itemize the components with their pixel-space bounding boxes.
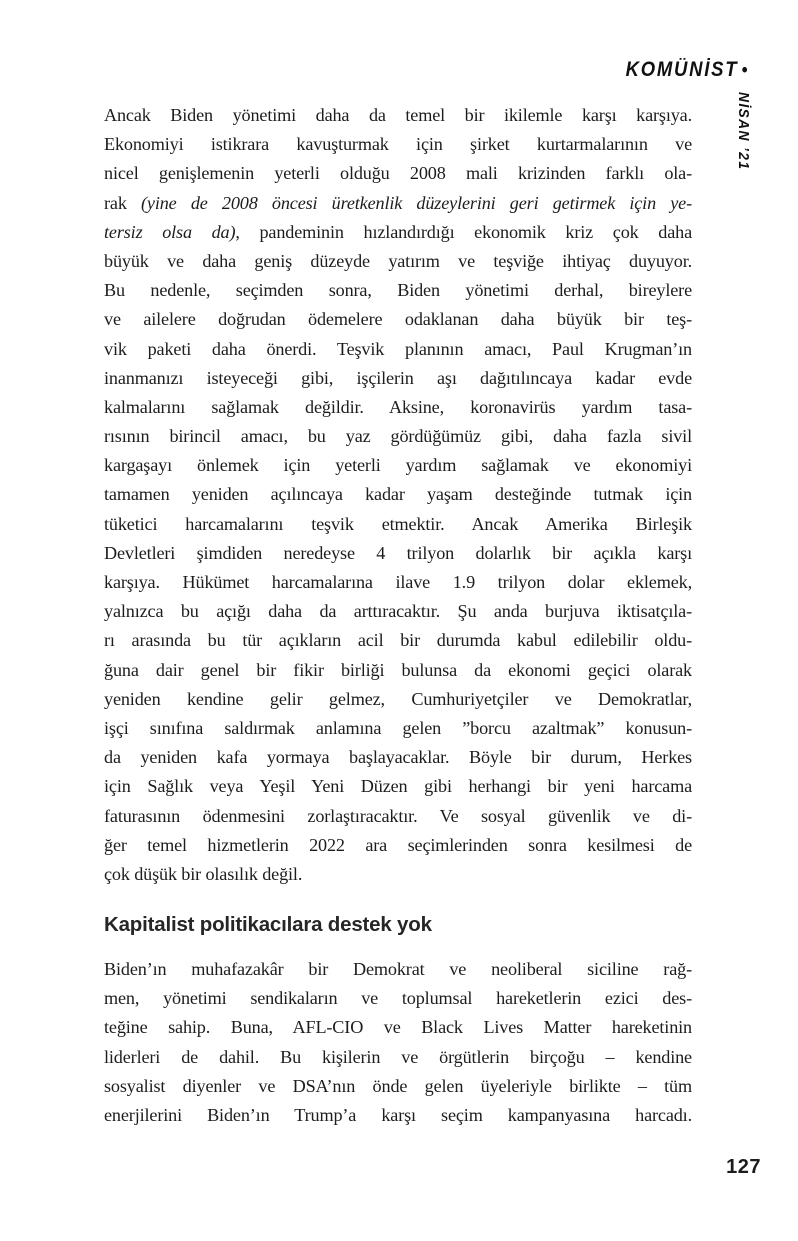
text-line: nicel genişlemenin yeterli olduğu 2008 mali krizinden farklı ola- [104, 163, 692, 184]
text-line: ğer temel hizmetlerin 2022 ara seçimlerinden sonra kesilmesi de [104, 834, 692, 855]
text-line: için Sağlık veya Yeşil Yeni Düzen gibi herhangi bir yeni harcama [104, 776, 692, 797]
text-line: karşıya. Hükümet harcamalarına ilave 1.9 trilyon dolar eklemek, [104, 572, 692, 592]
journal-title: KOMÜNİST [625, 58, 739, 81]
text-line: tersiz olsa da), pandeminin hızlandırdığı ekonomik kriz çok daha [104, 221, 692, 242]
text-line: Biden’ın muhafazakâr bir Demokrat ve neoliberal siciline rağ- [104, 959, 692, 980]
text-line: ve ailelere doğrudan ödemelere odaklanan daha büyük bir teş- [104, 309, 692, 330]
text-line: da yeniden kafa yormaya başlayacaklar. Böyle bir durum, Herkes [104, 747, 692, 768]
text-line: kalmalarını sağlamak değildir. Aksine, koronavirüs yardım tasa- [104, 396, 692, 417]
italic-text: (yine de 2008 öncesi üretkenlik düzeylerini geri getirmek için ye- [141, 192, 692, 213]
bullet-separator: • [742, 60, 748, 81]
text-line: tamamen yeniden açılıncaya kadar yaşam desteğinde tutmak için [104, 484, 692, 505]
body-text [104, 101, 692, 1130]
text-line: yalnızca bu açığı daha da arttıracaktır. Şu anda burjuva iktisatçıla- [104, 601, 692, 622]
text-line: sosyalist diyenler ve DSA’nın önde gelen üyeleriyle birlikte – tüm [104, 1075, 692, 1096]
text-line: işçi sınıfına saldırmak anlamına gelen ”borcu azaltmak” konusun- [104, 717, 692, 738]
text-line: inanmanızı isteyeceği gibi, işçilerin aşı dağıtılıncaya kadar evde [104, 367, 692, 388]
paragraph [104, 101, 692, 889]
text-line: vik paketi daha önerdi. Teşvik planının amacı, Paul Krugman’ın [104, 338, 692, 359]
text-line: rı arasında bu tür açıkların acil bir durumda kabul edilebilir oldu- [104, 630, 692, 651]
italic-text: tersiz olsa da) [104, 221, 236, 242]
text-line: tüketici harcamalarını teşvik etmektir. Ancak Amerika Birleşik [104, 513, 692, 534]
text-line: teğine sahip. Buna, AFL-CIO ve Black Lives Matter hareketinin [104, 1017, 692, 1038]
paragraph [104, 955, 692, 1130]
page-number: 127 [726, 1156, 761, 1178]
text-line: faturasının ödenmesini zorlaştıracaktır. Ve sosyal güvenlik ve di- [104, 805, 692, 826]
text-line: men, yönetimi sendikaların ve toplumsal hareketlerin ezici des- [104, 988, 692, 1009]
text-line: enerjilerini Biden’ın Trump’a karşı seçim kampanyasına harcadı. [104, 1105, 692, 1125]
text-line: Bu nedenle, seçimden sonra, Biden yönetimi derhal, bireylere [104, 280, 692, 301]
text-line: yeniden kendine gelir gelmez, Cumhuriyetçiler ve Demokratlar, [104, 688, 692, 709]
text-line: büyük ve daha geniş düzeyde yatırım ve teşviğe ihtiyaç duyuyor. [104, 250, 692, 271]
issue-date-vertical: NİSAN ’21 [735, 92, 752, 171]
text-line: çok düşük bir olasılık değil. [104, 863, 303, 884]
journal-masthead [626, 58, 748, 82]
text-line: liderleri de dahil. Bu kişilerin ve örgütlerin birçoğu – kendine [104, 1046, 692, 1067]
text-line: Ekonomiyi istikrara kavuşturmak için şirket kurtarmalarının ve [104, 134, 692, 155]
text-line: rısının birincil amacı, bu yaz gördüğümüz gibi, daha fazla sivil [104, 426, 692, 447]
text-line: Devletleri şimdiden neredeyse 4 trilyon dolarlık bir açıkla karşı [104, 542, 692, 563]
section-heading: Kapitalist politikacılara destek yok [104, 913, 432, 937]
text-line: Ancak Biden yönetimi daha da temel bir ikilemle karşı karşıya. [104, 105, 692, 125]
text-line: ğuna dair genel bir fikir birliği bulunsa da ekonomi geçici olarak [104, 659, 692, 680]
text-line: kargaşayı önlemek için yeterli yardım sağlamak ve ekonomiyi [104, 455, 692, 476]
text-line: rak (yine de 2008 öncesi üretkenlik düzeylerini geri getirmek için ye- [104, 192, 692, 213]
